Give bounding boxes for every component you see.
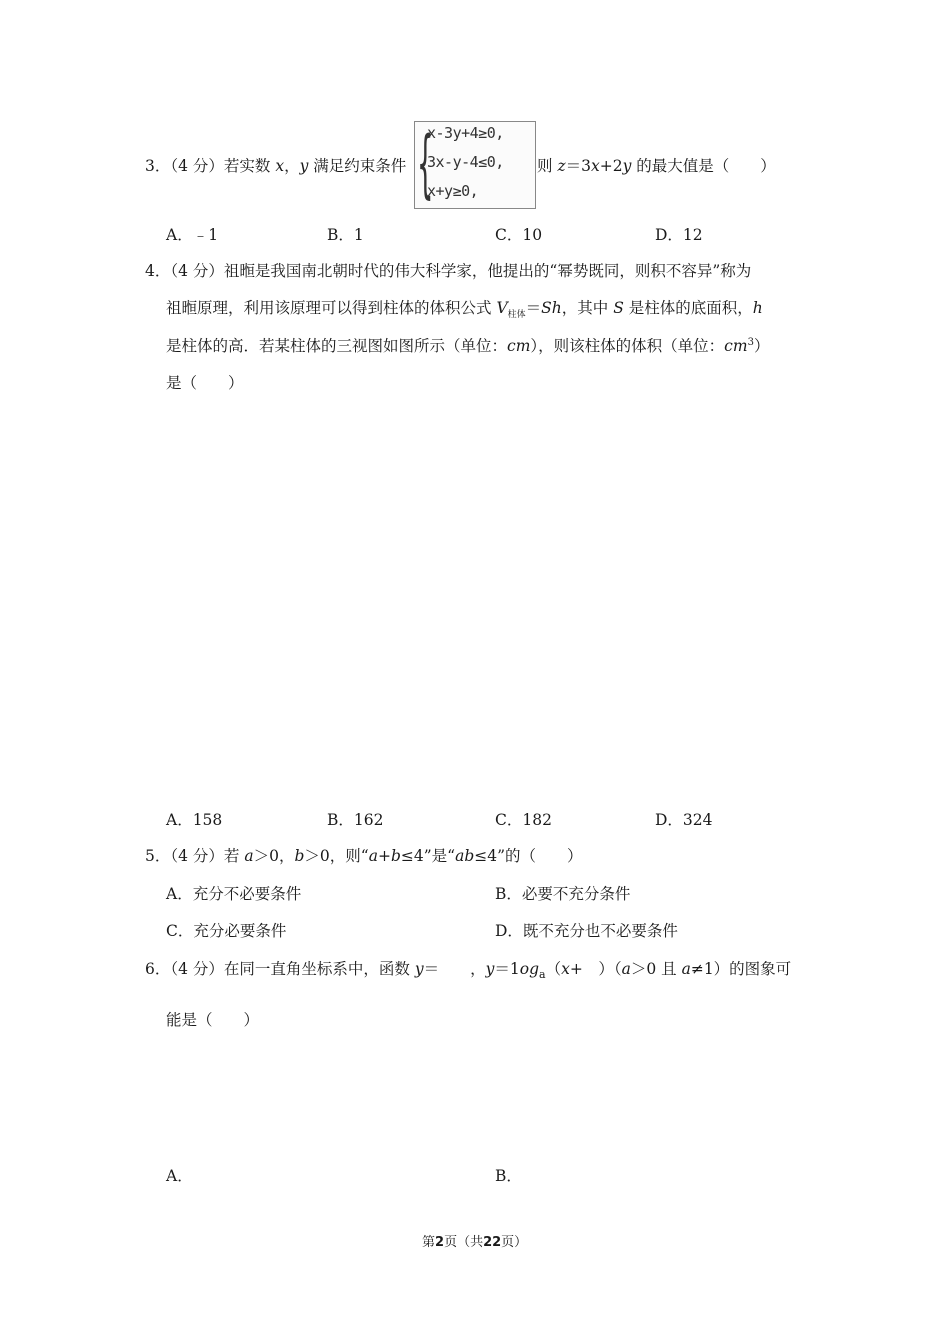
q5-text: ＞0， xyxy=(253,847,295,865)
q6-var: og xyxy=(519,960,540,978)
q4-option-b: B．162 xyxy=(327,811,384,829)
q5-text: ≤4”是“ xyxy=(400,847,456,865)
q5-text: ≤4”的（ ） xyxy=(474,847,583,865)
q4-text: 祖暅原理，利用该原理可以得到柱体的体积公式 xyxy=(166,299,497,317)
q3-tail xyxy=(537,156,776,176)
q3-option-b: B．1 xyxy=(327,226,364,244)
q4-line-4: 是（ ） xyxy=(166,374,244,392)
q3-text: +2 xyxy=(599,157,623,175)
q4-line-1: 4．（4 分）祖暅是我国南北朝时代的伟大科学家，他提出的“幂势既同，则积不容异”称为 xyxy=(145,262,752,280)
q4-text: 是柱体的底面积， xyxy=(623,299,753,317)
q4-option-c: C．182 xyxy=(495,811,552,829)
q5-var: a xyxy=(244,847,254,865)
q5-text: + xyxy=(377,847,391,865)
footer-text: 页（共 xyxy=(444,1235,484,1250)
q6-stem xyxy=(145,959,791,981)
q3-var: y xyxy=(622,157,632,175)
q4-superscript: 3 xyxy=(747,337,754,348)
constraint-system-image xyxy=(414,121,536,209)
q3-text: 则 xyxy=(537,157,558,175)
footer-text: 页） xyxy=(501,1235,528,1250)
q5-text: 5．（4 分）若 xyxy=(145,847,245,865)
q3-text: ， xyxy=(284,157,300,175)
q4-var: S xyxy=(613,299,624,317)
q4-unit: cm xyxy=(507,337,531,355)
q6-var: y xyxy=(485,960,495,978)
q3-text: 3．（4 分）若实数 xyxy=(145,157,276,175)
q4-text: ，其中 xyxy=(561,299,614,317)
q3-var: z xyxy=(557,157,566,175)
q4-option-d: D．324 xyxy=(655,811,713,829)
q6-text: （ xyxy=(545,960,562,978)
q6-line-2: 能是（ ） xyxy=(166,1011,260,1029)
q5-option-b: B．必要不充分条件 xyxy=(495,885,631,903)
q5-var: b xyxy=(390,847,401,865)
page-number: 2 xyxy=(435,1235,445,1250)
q4-unit: cm xyxy=(724,337,748,355)
q4-subscript: 柱体 xyxy=(507,310,526,320)
q6-option-b: B． xyxy=(495,1167,522,1185)
q4-option-a: A．158 xyxy=(166,811,223,829)
brace-icon: { xyxy=(417,121,434,207)
q5-var: ab xyxy=(455,847,475,865)
q4-var: Sh xyxy=(541,299,562,317)
q4-var: h xyxy=(752,299,763,317)
footer-text: 第 xyxy=(422,1235,436,1250)
q6-var: a xyxy=(681,960,691,978)
q3-option-c: C．10 xyxy=(495,226,543,244)
page-footer xyxy=(422,1231,527,1250)
q6-text: ＝ ， xyxy=(423,960,486,978)
q5-stem xyxy=(145,846,583,866)
total-pages: 22 xyxy=(483,1235,502,1250)
q5-option-d: D．既不充分也不必要条件 xyxy=(495,922,678,940)
q4-line-3 xyxy=(166,336,769,359)
q6-text: ＞0 且 xyxy=(630,960,682,978)
q5-option-a: A．充分不必要条件 xyxy=(166,885,302,903)
q4-text: 是柱体的高．若某柱体的三视图如图所示（单位： xyxy=(166,337,508,355)
q5-option-c: C．充分必要条件 xyxy=(166,922,287,940)
q4-text: ），则该柱体的体积（单位： xyxy=(530,337,725,355)
q3-var: x xyxy=(590,157,600,175)
q6-var: y xyxy=(414,960,424,978)
q3-text: 的最大值是（ ） xyxy=(631,157,776,175)
q3-var: x xyxy=(275,157,285,175)
q5-var: b xyxy=(294,847,305,865)
q3-text: 满足约束条件 xyxy=(308,157,407,175)
q6-text: ≠1）的图象可 xyxy=(690,960,792,978)
q6-text: ＝1 xyxy=(494,960,520,978)
q3-option-a: A．﹣1 xyxy=(166,226,219,244)
q3-var: y xyxy=(299,157,309,175)
q6-option-a: A． xyxy=(166,1167,193,1185)
constraint-3: x+y≥0, xyxy=(427,182,479,200)
q4-var: V xyxy=(496,299,508,317)
q6-text: + ）（ xyxy=(569,960,622,978)
constraint-2: 3x-y-4≤0, xyxy=(427,153,504,171)
q5-var: a xyxy=(368,847,378,865)
q6-subscript: a xyxy=(539,968,546,981)
q4-line-2 xyxy=(166,298,763,321)
q4-text: ＝ xyxy=(525,299,542,317)
q3-stem xyxy=(145,156,406,176)
q4-text: ） xyxy=(753,337,770,355)
q6-text: 6．（4 分）在同一直角坐标系中，函数 xyxy=(145,960,415,978)
constraint-1: x-3y+4≥0, xyxy=(427,124,504,142)
q3-option-d: D．12 xyxy=(655,226,703,244)
q6-var: x xyxy=(561,960,570,978)
q6-var: a xyxy=(621,960,631,978)
q5-text: ＞0，则“ xyxy=(304,847,369,865)
q3-text: ＝3 xyxy=(565,157,591,175)
